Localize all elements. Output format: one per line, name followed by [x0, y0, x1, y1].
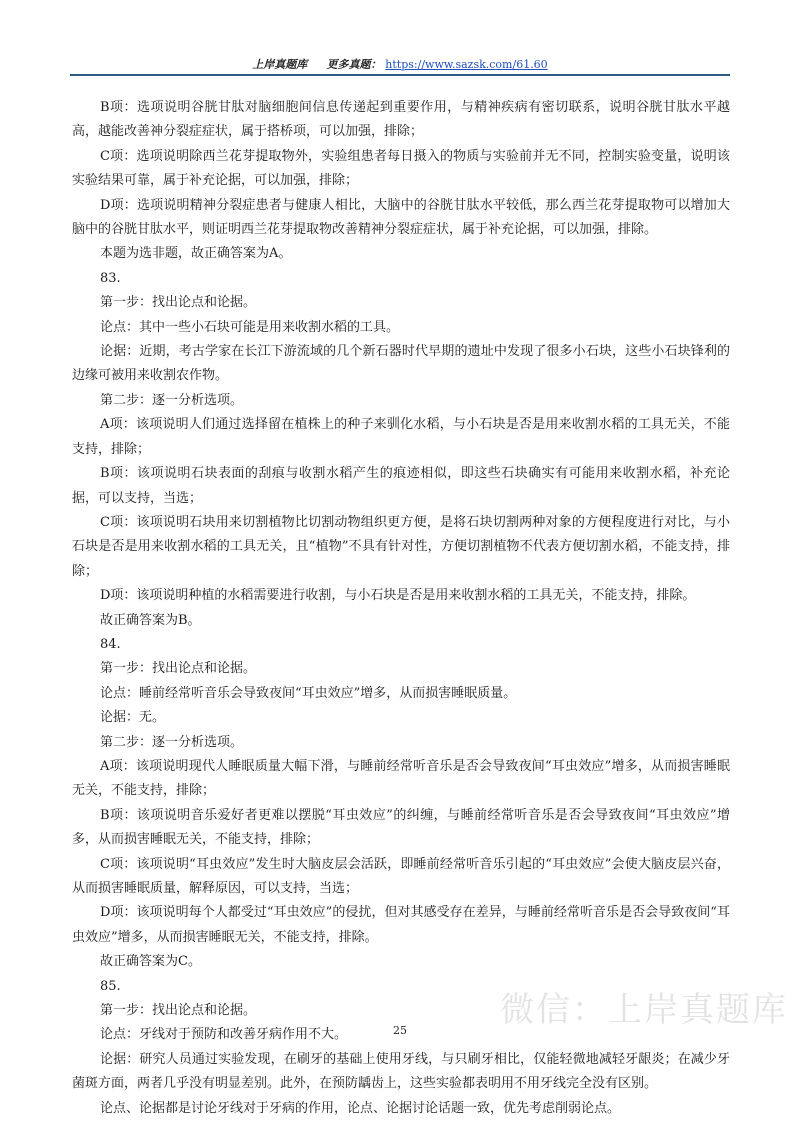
- paragraph: 第一步：找出论点和论据。: [100, 1003, 257, 1019]
- paragraph: B项：选项说明谷胱甘肽对脑细胞间信息传递起到重要作用，与精神疾病有密切联系，说明谷胱甘肽水平越高，越能改善神分裂症症状，属于搭桥项，可以加强，排除；: [72, 100, 730, 140]
- paragraph: 第一步：找出论点和论据。: [100, 295, 257, 311]
- paragraph: 论据：无。: [100, 710, 166, 726]
- paragraph: 论点：牙线对于预防和改善牙病作用不大。: [100, 1027, 348, 1043]
- question-number: 85.: [100, 978, 121, 994]
- page-header: [70, 56, 730, 72]
- paragraph: D项：该项说明每个人都受过“耳虫效应”的侵扰，但对其感受存在差异，与睡前经常听音乐是否会导致夜间“耳虫效应”增多，从而损害睡眠无关，不能支持，排除。: [72, 905, 730, 945]
- header-divider: [70, 74, 730, 76]
- paragraph: B项：该项说明音乐爱好者更难以摆脱“耳虫效应”的纠缠，与睡前经常听音乐是否会导致夜间“耳虫效应”增多，从而损害睡眠无关，不能支持，排除；: [72, 807, 730, 848]
- paragraph: 故正确答案为B。: [100, 612, 201, 628]
- paragraph: 论据：近期，考古学家在长江下游流域的几个新石器时代早期的遗址中发现了很多小石块，这些小石块锋利的边缘可被用来收割农作物。: [72, 344, 730, 384]
- paragraph: D项：该项说明种植的水稻需要进行收割，与小石块是否是用来收割水稻的工具无关，不能支持，排除。: [100, 588, 696, 604]
- paragraph: 本题为选非题，故正确答案为A。: [100, 246, 292, 262]
- paragraph: C项：该项说明“耳虫效应”发生时大脑皮层会活跃，即睡前经常听音乐引起的“耳虫效应”会使大脑皮层兴奋，从而损害睡眠质量，解释原因，可以支持，当选；: [72, 856, 730, 896]
- paragraph: A项：该项说明现代人睡眠质量大幅下滑，与睡前经常听音乐是否会导致夜间“耳虫效应”增多，从而损害睡眠无关，不能支持，排除；: [72, 758, 730, 799]
- paragraph: 第一步：找出论点和论据。: [100, 661, 257, 677]
- paragraph: C项：该项说明石块用来切割植物比切割动物组织更方便，是将石块切割两种对象的方便程度进行对比，与小石块是否是用来收割水稻的工具无关，且“植物”不具有针对性，方便切割植物不代表方便切割水稻，不能支持，排除；: [72, 514, 730, 579]
- paragraph: 论点：其中一些小石块可能是用来收割水稻的工具。: [100, 319, 400, 335]
- page-number: 25: [393, 1024, 407, 1037]
- paragraph: 论点：睡前经常听音乐会导致夜间“耳虫效应”增多，从而损害睡眠质量。: [100, 685, 517, 701]
- question-number: 83.: [100, 270, 121, 286]
- paragraph: 论点、论据都是讨论牙线对于牙病的作用，论点、论据讨论话题一致，优先考虑削弱论点。: [100, 1100, 621, 1116]
- question-number: 84.: [100, 636, 121, 652]
- watermark: 微信：上岸真题库: [500, 990, 788, 1030]
- paragraph: 第二步：逐一分析选项。: [100, 392, 244, 408]
- paragraph: 第二步：逐一分析选项。: [100, 734, 244, 750]
- paragraph: C项：选项说明除西兰花芽提取物外，实验组患者每日摄入的物质与实验前并无不同，控制实验变量，说明该实验结果可靠，属于补充论据，可以加强，排除；: [72, 148, 730, 189]
- document-body: [72, 96, 730, 1121]
- paragraph: 故正确答案为C。: [100, 954, 201, 970]
- paragraph: D项：选项说明精神分裂症患者与健康人相比，大脑中的谷胱甘肽水平较低，那么西兰花芽提取物可以增加大脑中的谷胱甘肽水平，则证明西兰花芽提取物改善精神分裂症症状，属于补充论据，可以加强，排除。: [72, 197, 730, 238]
- paragraph: B项：该项说明石块表面的刮痕与收割水稻产生的痕迹相似，即这些石块确实有可能用来收割水稻，补充论据，可以支持，当选；: [72, 466, 730, 506]
- header-brand: 上岸真题库: [252, 58, 308, 71]
- paragraph: 论据：研究人员通过实验发现，在刷牙的基础上使用牙线，与只刷牙相比，仅能轻微地减轻牙龈炎；在减少牙菌斑方面，两者几乎没有明显差别。此外，在预防龋齿上，这些实验都表明用不用牙线完全没有区别。: [72, 1051, 730, 1092]
- paragraph: A项：该项说明人们通过选择留在植株上的种子来驯化水稻，与小石块是否是用来收割水稻的工具无关，不能支持，排除；: [72, 417, 730, 457]
- header-more-label: 更多真题：: [326, 58, 382, 71]
- header-url-link[interactable]: https://www.sazsk.com/61.60: [385, 58, 548, 71]
